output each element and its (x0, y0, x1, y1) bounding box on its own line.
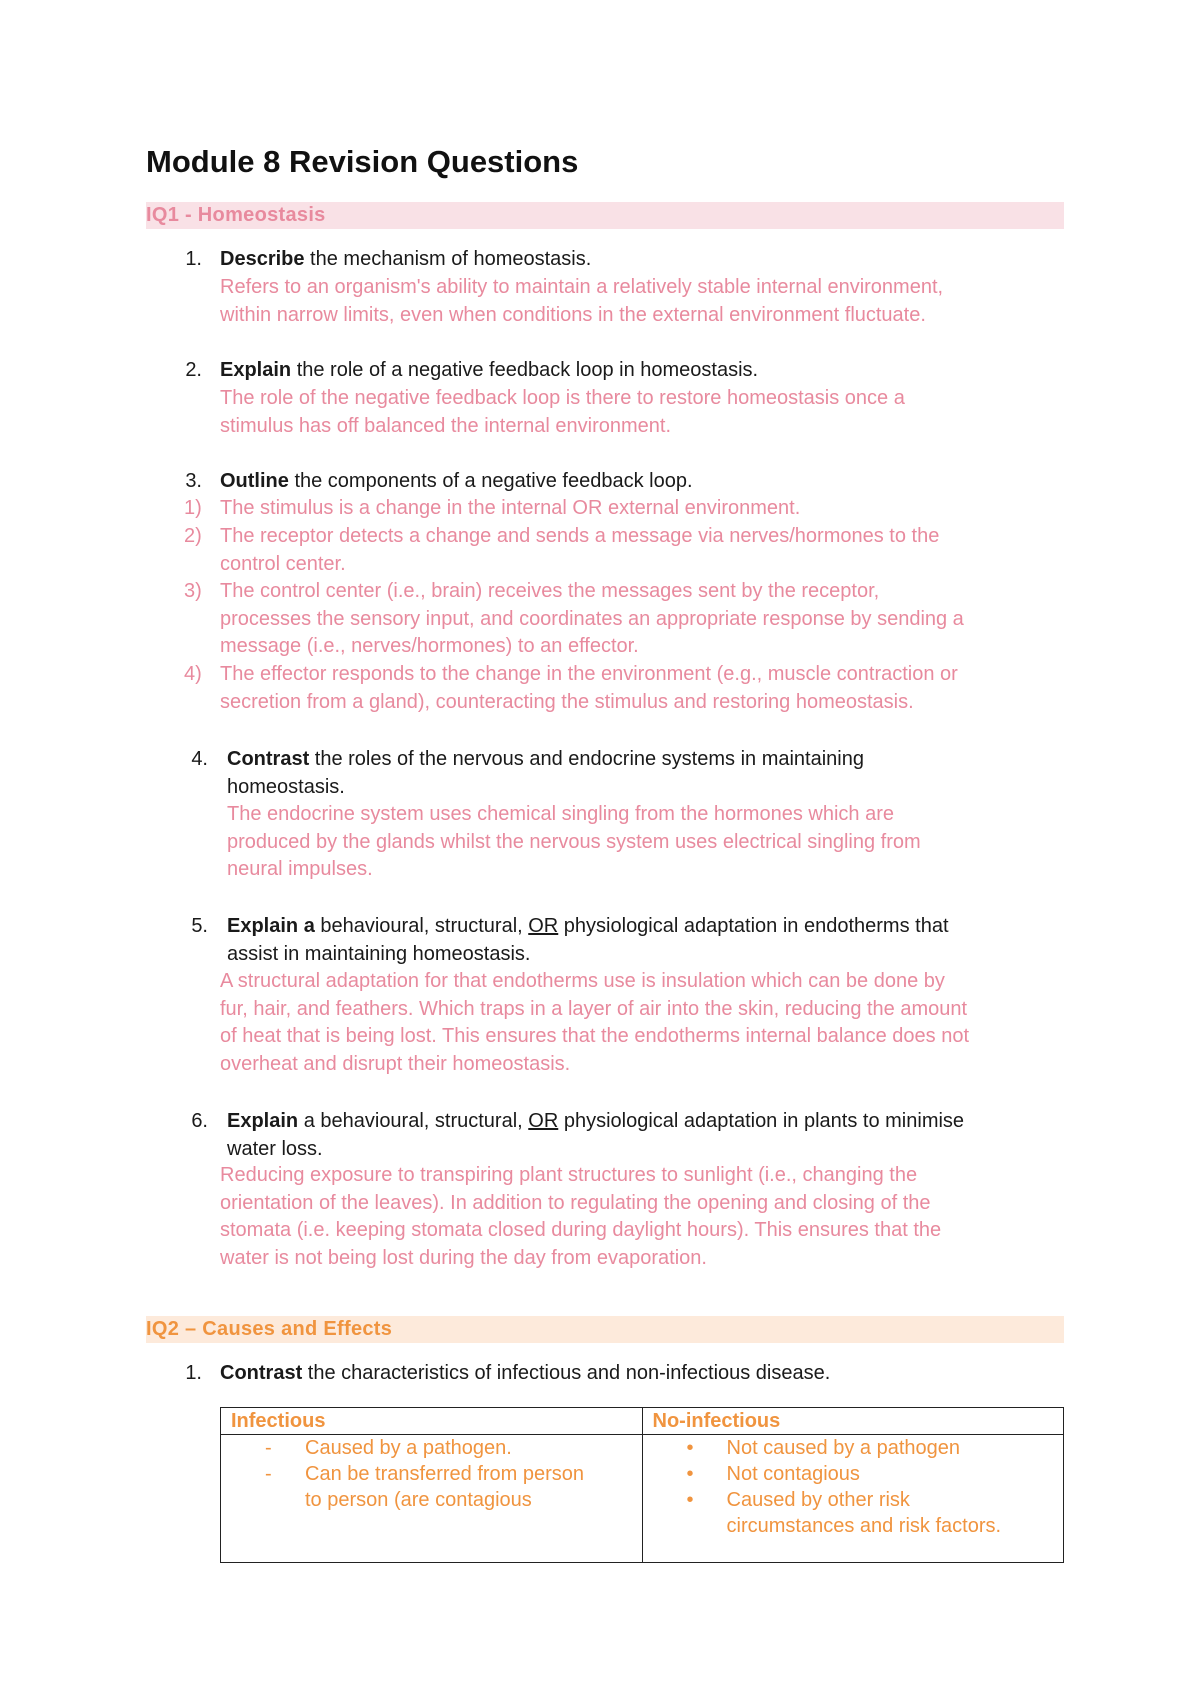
table-row (221, 1435, 1064, 1563)
step-text: The control center (i.e., brain) receives the messages sent by the receptor, processes the sensory input, and coordinates an appropriate response by sending a message (i.e., nerves/hormones) to an effector. (220, 580, 964, 658)
bullet-marker: • (686, 1489, 694, 1511)
non-infectious-cell (642, 1435, 1064, 1563)
table-header-row (221, 1408, 1064, 1435)
question-text: Outline the components of a negative feedback loop. (220, 470, 693, 492)
question-number: 6. (191, 1110, 208, 1132)
dash-marker: - (265, 1437, 272, 1459)
question-number: 2. (185, 359, 202, 381)
bullet-marker: • (686, 1463, 694, 1485)
question-text: Explain a behavioural, structural, OR physiological adaptation in plants to minimise (227, 1110, 965, 1132)
question-text: Explain the role of a negative feedback loop in homeostasis. (220, 359, 759, 381)
question-text-line2: assist in maintaining homeostasis. (227, 943, 531, 965)
dash-marker: - (265, 1463, 272, 1485)
answer-text: The role of the negative feedback loop is there to restore homeostasis once a stimulus has off balanced the internal environment. (220, 387, 905, 437)
list-item: • Not contagious (686, 1463, 860, 1485)
step-number: 3) (184, 580, 202, 602)
step-number: 2) (184, 525, 202, 547)
question-number: 4. (191, 748, 208, 770)
question-number: 1. (185, 1362, 202, 1384)
step-text: The receptor detects a change and sends a message via nerves/hormones to the control center. (220, 525, 940, 575)
step-text: The effector responds to the change in the environment (e.g., muscle contraction or secretion from a gland), counteracting the stimulus and restoring homeostasis. (220, 663, 958, 713)
answer-text: The endocrine system uses chemical singling from the hormones which are produced by the glands whilst the nervous system uses electrical singling from neural impulses. (227, 803, 921, 881)
infectious-cell (221, 1435, 643, 1563)
step-number: 1) (184, 497, 202, 519)
section-heading-iq1: IQ1 - Homeostasis (146, 202, 1064, 229)
list-item: - Can be transferred from person to person (are contagious (265, 1463, 585, 1511)
step-text: The stimulus is a change in the internal OR external environment. (220, 497, 801, 519)
list-item: • Caused by other risk circumstances and risk factors. (686, 1489, 1002, 1537)
question-text: Explain a behavioural, structural, OR physiological adaptation in endotherms that (227, 915, 949, 937)
question-text-line2: homeostasis. (227, 776, 345, 798)
question-text: Contrast the roles of the nervous and endocrine systems in maintaining (227, 748, 864, 770)
answer-text: A structural adaptation for that endotherms use is insulation which can be done by fur, hair, and feathers. Which traps in a layer of air into the skin, reducing the amount of heat that is being lost. This ensures that the endotherms internal balance does not overheat and disrupt their homeostasis. (220, 970, 969, 1076)
disease-comparison-table (220, 1407, 1064, 1563)
list-item: - Caused by a pathogen. (265, 1437, 512, 1459)
question-number: 3. (185, 470, 202, 492)
page-title: Module 8 Revision Questions (146, 144, 579, 179)
table-header-non-infectious: No-infectious (642, 1408, 1064, 1435)
table-header-infectious: Infectious (221, 1408, 643, 1435)
bullet-marker: • (686, 1437, 694, 1459)
question-text: Contrast the characteristics of infectious and non-infectious disease. (220, 1362, 831, 1384)
question-text-line2: water loss. (227, 1138, 323, 1160)
question-number: 5. (191, 915, 208, 937)
step-number: 4) (184, 663, 202, 685)
section-heading-iq2: IQ2 – Causes and Effects (146, 1316, 1064, 1343)
answer-text: Refers to an organism's ability to maintain a relatively stable internal environment, within narrow limits, even when conditions in the external environment fluctuate. (220, 276, 944, 326)
list-item: • Not caused by a pathogen (686, 1437, 961, 1459)
question-text: Describe the mechanism of homeostasis. (220, 248, 592, 270)
question-number: 1. (185, 248, 202, 270)
answer-text: Reducing exposure to transpiring plant structures to sunlight (i.e., changing the orientation of the leaves). In addition to regulating the opening and closing of the stomata (i.e. keeping stomata closed during daylight hours). This ensures that the water is not being lost during the day from evaporation. (220, 1164, 942, 1270)
